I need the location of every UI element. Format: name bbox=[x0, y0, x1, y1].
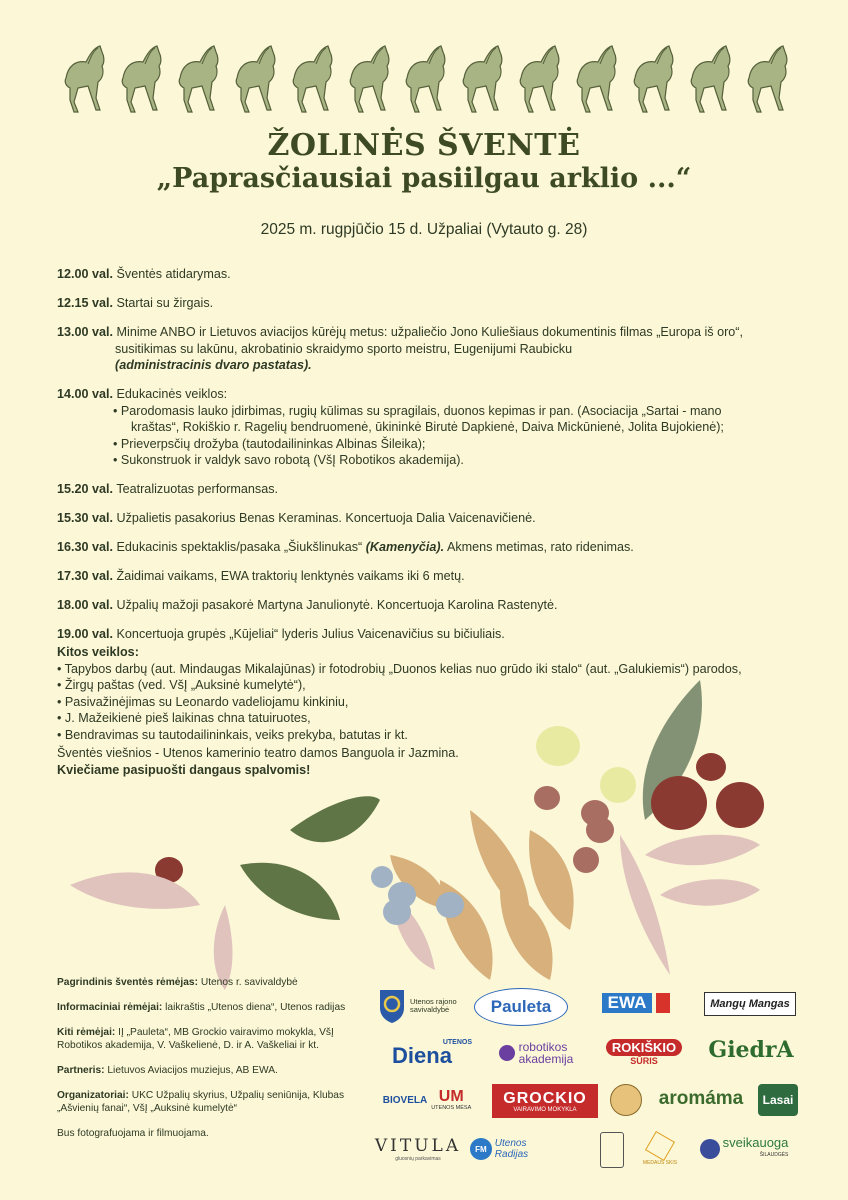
other-item: • Tapybos darbų (aut. Mindaugas Mikalajūnas) ir fotodrobių „Duonos kelias nuo grūdo iki stalo“ (aut. „Galukiemis“) parodos, bbox=[57, 661, 742, 676]
sponsor-key: Pagrindinis šventės rėmėjas: bbox=[57, 977, 198, 988]
horse-icon bbox=[513, 38, 565, 118]
fm-icon: FM bbox=[470, 1138, 492, 1160]
silaudes-text: ŠILAUDGĖS bbox=[759, 1152, 789, 1158]
entry-bullet: • Parodomasis lauko įdirbimas, rugių kūlimas su spragilais, duonos kepimas ir pan. (Asociacija „Sartai - mano bbox=[113, 403, 722, 418]
grockio-text: GROCKIO bbox=[503, 1089, 587, 1107]
sponsor-line bbox=[57, 1089, 357, 1115]
horse-icon bbox=[58, 38, 110, 118]
invite-text: Kviečiame pasipuošti dangaus spalvomis! bbox=[57, 762, 311, 777]
entry-time: 13.00 val. bbox=[57, 325, 114, 339]
entry-text: Edukacinės veiklos: bbox=[116, 387, 228, 401]
entry-bullet-cont: kraštas“, Rokiškio r. Ragelių bendruomenė, ūkininkė Birutė Dapkienė, Daiva Mickūnienė, Jolita Bujokienė); bbox=[131, 420, 724, 434]
bakery-logo-icon bbox=[610, 1084, 642, 1116]
entry-text: Šventės atidarymas. bbox=[116, 267, 231, 281]
other-heading: Kitos veiklos: bbox=[57, 645, 139, 659]
sponsor-value: laikraštis „Utenos diena“, Utenos radijas bbox=[162, 1002, 346, 1013]
sponsor-value: Utenos r. savivaldybė bbox=[198, 977, 298, 988]
entry-time: 15.20 val. bbox=[57, 482, 114, 496]
medaus-text: MEDAUS SKIS bbox=[642, 1159, 678, 1166]
entry-time: 19.00 val. bbox=[57, 627, 114, 641]
utena-logo bbox=[378, 986, 468, 1026]
event-title: ŽOLINĖS ŠVENTĖ bbox=[267, 128, 581, 163]
horse-icon bbox=[684, 38, 736, 118]
horse-icon bbox=[741, 38, 793, 118]
other-item: • Pasivažinėjimas su Leonardo vadeliojamu kinkiniu, bbox=[57, 694, 349, 709]
entry-text: Užpalių mažoji pasakorė Martyna Janulionytė. Koncertuoja Karolina Rastenytė. bbox=[116, 598, 558, 612]
program-entry bbox=[57, 324, 797, 374]
coat-of-arms-icon bbox=[378, 988, 406, 1024]
event-subtitle: „Paprasčiausiai pasiilgau arklio ...“ bbox=[156, 163, 692, 194]
horse-icon bbox=[456, 38, 508, 118]
robotikos-text: robotikos bbox=[518, 1040, 568, 1054]
entry-continuation: susitikimas su lakūnu, akrobatinio skraidymo sporto meistru, Eugenijumi Raubicku bbox=[115, 341, 573, 356]
other-item: • J. Mažeikienė pieš laikinas chna tatuiruotes, bbox=[57, 711, 311, 725]
ewa-logo bbox=[596, 992, 676, 1014]
honeycomb-icon bbox=[645, 1130, 675, 1160]
aromama-text: aromáma bbox=[658, 1088, 744, 1109]
giedra-logo bbox=[706, 1036, 796, 1064]
sveikauoga-logo bbox=[690, 1134, 798, 1164]
entry-time: 14.00 val. bbox=[57, 387, 114, 401]
pauleta-logo bbox=[474, 988, 568, 1026]
entry-bullet: • Sukonstruok ir valdyk savo robotą (VšĮ Robotikos akademija). bbox=[113, 453, 464, 467]
entry-time: 12.15 val. bbox=[57, 296, 114, 310]
sveikauoga-text: sveikauoga bbox=[722, 1135, 789, 1150]
program-entry bbox=[57, 481, 797, 498]
robotikos-text-wrap bbox=[519, 1041, 574, 1065]
mangu-logo bbox=[704, 992, 796, 1016]
program-entry bbox=[57, 568, 797, 585]
robotikos-icon bbox=[499, 1045, 515, 1061]
sponsor-line bbox=[57, 1127, 357, 1140]
sponsor-value: UKC Užpalių skyrius, Užpalių seniūnija, Klubas „Ašvienių fanai“, VšĮ „Auksinė kumelytė“ bbox=[57, 1090, 345, 1114]
suris-text: SŪRIS bbox=[630, 1055, 658, 1066]
sponsor-value: IĮ „Pauleta“, MB Grockio vairavimo mokykla, VšĮ Robotikos akademija, V. Vaškelienė, D. ir A. Vaškeliai ir kt. bbox=[57, 1027, 334, 1051]
program-entry bbox=[57, 510, 797, 527]
program-entry bbox=[57, 266, 797, 283]
horse-icon bbox=[570, 38, 622, 118]
horse-icon bbox=[172, 38, 224, 118]
entry-text: Teatralizuotas performansas. bbox=[116, 482, 279, 496]
sponsors-list bbox=[57, 976, 357, 1152]
utenos-radijas-text: Utenos Radijas bbox=[494, 1138, 529, 1160]
um-wrap bbox=[431, 1089, 471, 1111]
entry-text-after: Akmens metimas, rato ridenimas. bbox=[444, 540, 634, 554]
horse-icon bbox=[343, 38, 395, 118]
entry-time: 17.30 val. bbox=[57, 569, 114, 583]
vitula-sub-text: gluosnių parkavimas bbox=[395, 1156, 441, 1162]
program-entry bbox=[57, 386, 797, 469]
entry-bullet: • Prieverpsčių drožyba (tautodailininkas Albinas Šileika); bbox=[113, 436, 426, 451]
sponsor-logos bbox=[370, 980, 800, 1180]
diena-text: Diena bbox=[392, 1042, 452, 1068]
ewa-red-square bbox=[656, 993, 670, 1013]
sponsor-key: Kiti rėmėjai: bbox=[57, 1027, 116, 1038]
aromama-logo bbox=[652, 1082, 750, 1116]
sponsor-line bbox=[57, 1001, 357, 1014]
lasai-logo bbox=[758, 1084, 798, 1116]
entry-time: 12.00 val. bbox=[57, 267, 114, 281]
other-item: • Bendravimas su tautodailininkais, veiks prekyba, batutas ir kt. bbox=[57, 727, 408, 742]
guests-text: Šventės viešnios - Utenos kamerinio teatro damos Banguola ir Jazmina. bbox=[57, 746, 459, 760]
utenos-radijas-logo bbox=[470, 1136, 562, 1162]
grockio-sub-text: VAIRAVIMO MOKYKLA bbox=[513, 1106, 577, 1113]
pauleta-logo-text: Pauleta bbox=[490, 997, 552, 1016]
entry-time: 16.30 val. bbox=[57, 540, 114, 554]
sveikauoga-wrap bbox=[723, 1137, 789, 1161]
other-activities bbox=[57, 644, 817, 743]
entry-location: (administracinis dvaro pastatas). bbox=[115, 358, 312, 372]
entry-text: Užpalietis pasakorius Benas Keraminas. Koncertuoja Dalia Vaicenavičienė. bbox=[116, 511, 536, 525]
entry-location: (Kamenyčia). bbox=[365, 540, 445, 554]
entry-time: 15.30 val. bbox=[57, 511, 114, 525]
program-list bbox=[57, 266, 797, 655]
sponsor-line bbox=[57, 1026, 357, 1052]
vitula-text: VITULA bbox=[374, 1136, 462, 1156]
horse-frieze bbox=[58, 38, 793, 118]
entry-text: Edukacinis spektaklis/pasaka „Šiukšlinukas“ bbox=[116, 540, 363, 554]
sponsor-key: Organizatoriai: bbox=[57, 1090, 129, 1101]
program-entry bbox=[57, 539, 797, 556]
ewa-logo-text: EWA bbox=[602, 993, 653, 1013]
sponsor-key: Informaciniai rėmėjai: bbox=[57, 1002, 163, 1013]
biovela-text: BIOVELA bbox=[382, 1094, 428, 1106]
program-entry bbox=[57, 295, 797, 312]
date-place: 2025 m. rugpjūčio 15 d. Užpaliai (Vytauto g. 28) bbox=[260, 221, 588, 238]
sponsor-value: Lietuvos Aviacijos muziejus, AB EWA. bbox=[104, 1065, 278, 1076]
entry-text: Žaidimai vaikams, EWA traktorių lenktynės vaikams iki 6 metų. bbox=[116, 569, 465, 583]
guests-block bbox=[57, 745, 817, 778]
horse-icon bbox=[399, 38, 451, 118]
um-text: UM bbox=[438, 1088, 464, 1105]
entry-text: Minime ANBO ir Lietuvos aviacijos kūrėjų metus: užpaliečio Jono Kuliešiaus dokumentinis filmas „Europa iš oro“, bbox=[116, 325, 743, 339]
utena-logo-text: Utenos rajono savivaldybė bbox=[410, 996, 457, 1014]
biovela-um-logo bbox=[372, 1084, 482, 1116]
sponsor-value: Bus fotografuojama ir filmuojama. bbox=[57, 1128, 209, 1139]
grockio-logo bbox=[492, 1084, 598, 1118]
vitula-logo bbox=[372, 1134, 464, 1164]
robotikos-logo bbox=[486, 1038, 586, 1068]
horse-icon bbox=[627, 38, 679, 118]
program-entry bbox=[57, 626, 797, 643]
entry-text: Koncertuoja grupės „Kūjeliai“ lyderis Julius Vaicenavičius su bičiuliais. bbox=[116, 627, 505, 641]
program-entry bbox=[57, 597, 797, 614]
akademija-text: akademija bbox=[518, 1052, 574, 1066]
horse-icon bbox=[229, 38, 281, 118]
medaus-logo bbox=[640, 1132, 680, 1168]
utenos-small-text: UTENOS bbox=[442, 1038, 472, 1046]
lasai-text: Lasai bbox=[762, 1093, 794, 1107]
honey-jar-icon bbox=[600, 1132, 624, 1168]
sponsor-key: Partneris: bbox=[57, 1065, 105, 1076]
blueberry-icon bbox=[700, 1139, 720, 1159]
rokiskio-logo bbox=[596, 1034, 692, 1070]
other-item: • Žirgų paštas (ved. VšĮ „Auksinė kumelytė“), bbox=[57, 678, 306, 692]
mangu-logo-text: Mangų Mangas bbox=[710, 998, 790, 1010]
horse-icon bbox=[115, 38, 167, 118]
sponsor-line bbox=[57, 1064, 357, 1077]
horse-icon bbox=[286, 38, 338, 118]
entry-time: 18.00 val. bbox=[57, 598, 114, 612]
entry-text: Startai su žirgais. bbox=[116, 296, 214, 310]
um-sub-text: UTENOS MĖSA bbox=[431, 1105, 472, 1111]
giedra-text: GiedrA bbox=[708, 1037, 794, 1063]
utenos-diena-logo bbox=[372, 1038, 472, 1066]
sponsor-line bbox=[57, 976, 357, 989]
rokiskio-text: ROKIŠKIO bbox=[606, 1039, 682, 1056]
